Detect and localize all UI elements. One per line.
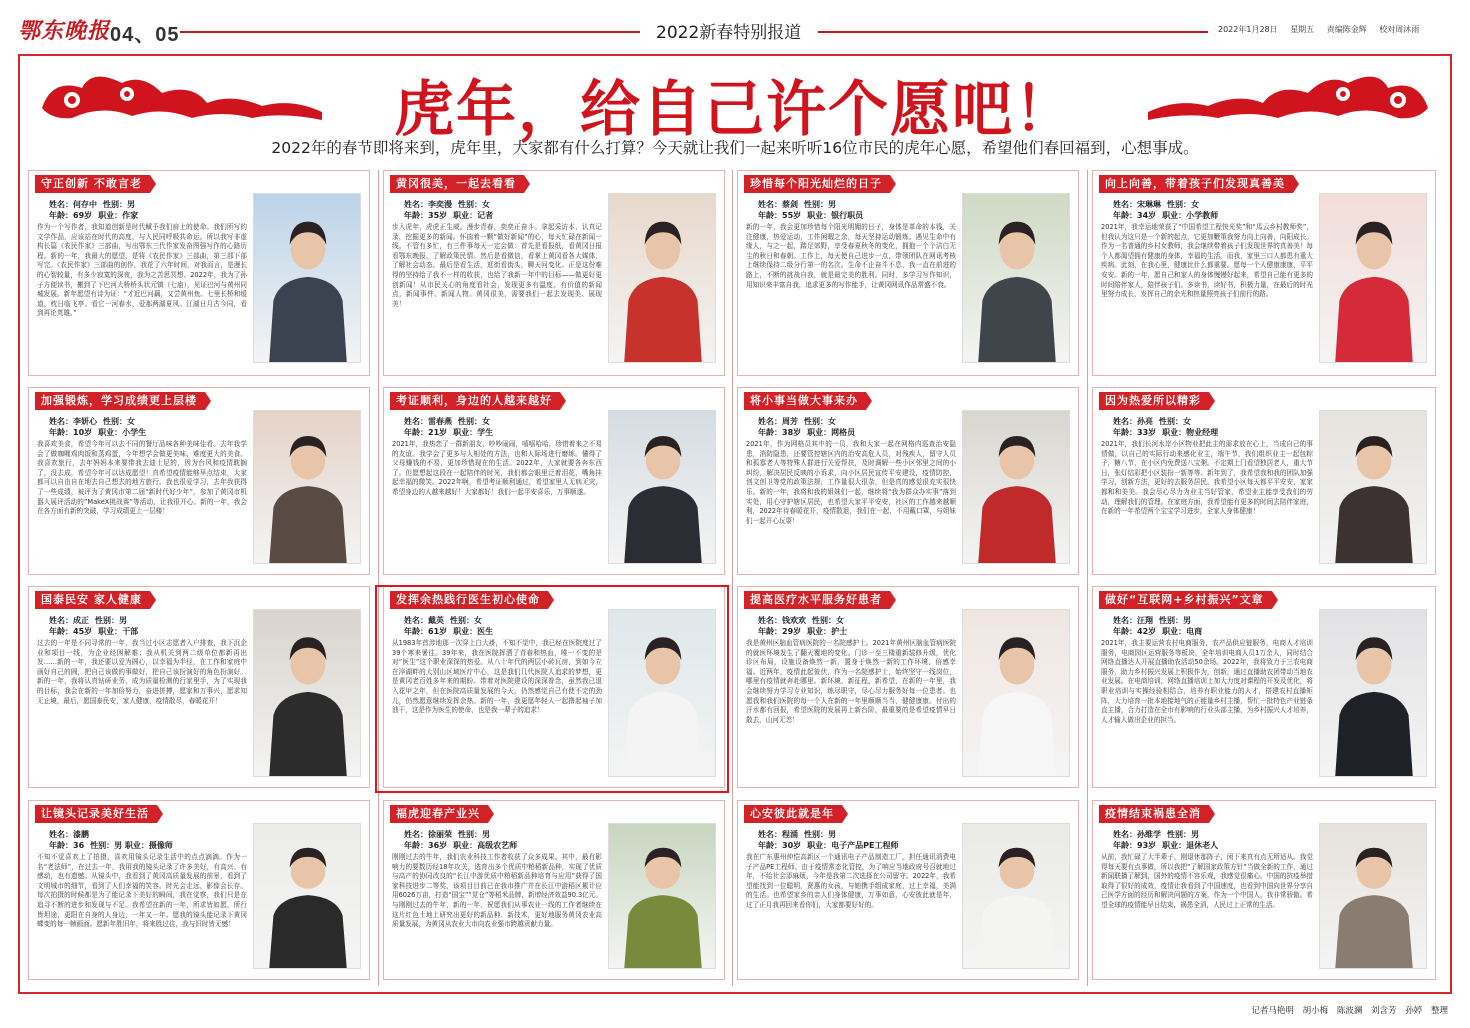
story-body: 2021年，我幸运地荣获了“中国希望工程快光奖”和“馬云乡村教师奖”，但我认为这只是一个新的起点，它更加鞭策我努力向上向善，向阳成长。作为一名普通的乡村女教师，我会继续带着孩子们发现世界的真善美！每个人都渴望拥有健康的身体，幸福的生活。而我，家里三口人都患有重大疾病。此刻，在我心里，健康比什么都重要。愿每一个人健康康康，平平安安。新的一年，愿自己和家人的身体慢慢好起来，希望自己能有更多的时间陪伴家人，陪伴孩子们。多读书，读好书，积极力量，在最后的时光里努力成长，发挥自己的余光和热量照亮孩子们前行的路。 xyxy=(1101,223,1313,299)
profile-line-1 xyxy=(49,199,144,210)
profile-job: 职业：物业经理 xyxy=(1162,428,1219,437)
issue-date: 2022年1月28日 xyxy=(1218,25,1278,34)
story-profile xyxy=(404,199,499,221)
story-profile xyxy=(758,199,869,221)
portrait-photo xyxy=(608,410,716,564)
profile-line-1 xyxy=(758,829,904,840)
profile-job: 职业：作家 xyxy=(98,211,139,220)
profile-gender: 性别：男 xyxy=(804,830,836,839)
story-card-15 xyxy=(737,800,1079,980)
main-headline: 虎年，给自己许个愿吧！ xyxy=(394,75,1076,145)
profile-job: 职业：网格员 xyxy=(807,428,856,437)
profile-name: 姓名：雷春燕 xyxy=(404,417,452,426)
story-title: 考证顺利，身边的人越来越好 xyxy=(390,392,560,410)
profile-line-1 xyxy=(758,416,861,427)
profile-gender: 性别：女 xyxy=(804,417,836,426)
profile-job: 职业：学生 xyxy=(453,428,494,437)
column-divider xyxy=(732,170,733,986)
story-title: 提高医疗水平服务好患者 xyxy=(744,591,890,609)
story-card-11 xyxy=(737,586,1079,788)
profile-name: 姓名：李奕漫 xyxy=(404,200,452,209)
story-card-2 xyxy=(383,170,725,376)
profile-line-1 xyxy=(404,416,499,427)
portrait-photo xyxy=(962,823,1070,969)
story-profile xyxy=(404,416,499,438)
story-body: 过去的一年是不同寻常的一年，我当过小区志愿者入户排查，我下沉企业和项目一线，为企业经困解难；我从机关到两二级单位都新再出发……新的一年，我还要以爱为圆心，以幸福为半径，在工作和家庭中画好自己的圆，把自己该做的事做好，把自己该扮演好的角色扮演好。新的一年，我将认真钻研业务，成为质量检测的行家里手，为了实现我的目标，我会在新的一年加倍努力，奋进拼搏，愿家和万事兴，愿求知无止境，最后，愿国泰民安，家人健康，疫情散尽，春暖花开！ xyxy=(37,639,247,705)
newspaper-logo: 鄂东晚报 xyxy=(18,18,111,44)
story-body: 2021年，作为网格员其中的一员，我和大家一起在网格内巡查治安隐患，消防隐患，还要管控辖区内的治安高危人员，对残疾人，留守人员和孤寡老人等特殊人群进行关爱帮扶，及时调解一些小区邻里之间的小纠纷，解决居民反映的小诉求，向小区居民宣传平安建设，疫情防控，创文创卫等党的政策法规，工作量很大很杂，但是真的感觉很充实很快乐。新的一年，我将和我的姐妹们一起，继续将“我为群众办实事”落到实处，用心守护辖区居民，也希望大家平平安安，社区的工作越来越顺利，2022年待春暖花开，疫情散退，我们在一起，不用戴口罩，与姐妹们一起开心玩耍！ xyxy=(746,440,956,525)
story-card-3 xyxy=(737,170,1079,376)
story-title: 黄冈很美，一起去看看 xyxy=(390,175,524,193)
story-profile xyxy=(758,615,853,637)
story-card-4 xyxy=(1092,170,1436,376)
story-profile xyxy=(1113,199,1224,221)
story-body: 我喜欢美食，希望今年可以去不同的餐厅品味各种美味佳肴。去年我学会了做咖喱鸡肉饭和蒸鸡蛋，今年想学会做更美味、难度更大的美食。我喜欢旅行，去年妈妈本来要带我去迪士尼的，因为台风和疫情耽搁了，没去成，希望今年可以达成愿望！真希望疫情能够早点结束，大家都可以自由自在地去自己想去的地方旅行。我也很爱学习，去年我获得了一些成绩，被评为了黄冈市第二届“新时代好少年”，参加了黄冈市机器人展评活动的“MakeX挑战赛”等活动，让我很开心。新的一年，我会在各方面有新的突破，学习成绩更上一层楼！ xyxy=(37,440,247,516)
profile-line-1 xyxy=(49,615,144,626)
proofreader-credit: 校对周沐雨 xyxy=(1379,25,1420,34)
story-body: 从前，我忙碌了大半辈子，刚退休那阵子，闲下来真有点无所适从。我觉得每天要有点事做，所以我把“了解国家政策方针”当做全新的工作，通过新闻联播了解到，国外的疫情不容乐观，我感觉很痛心。中国的抗疫举措取得了很好的成效，疫情让我看到了中国速度，也看到中国向世界分享自己医学方面的经历和解决问题的方案，作为一个中国人，我非常骄傲。希望全球的疫情能早日结束，祸患全消，人民过上正常的生活。 xyxy=(1101,853,1313,909)
highlight-box xyxy=(375,585,729,793)
profile-gender: 性别：男 xyxy=(804,200,836,209)
story-card-6 xyxy=(383,387,725,575)
issue-weekday: 星期五 xyxy=(1290,25,1315,34)
profile-name: 姓名：蔡剑 xyxy=(758,200,798,209)
profile-gender: 性别：女 xyxy=(812,616,844,625)
profile-line-1 xyxy=(1113,199,1224,210)
masthead-info xyxy=(1218,24,1429,35)
profile-gender: 性别：男 xyxy=(1167,830,1199,839)
profile-age: 年龄：69岁 xyxy=(49,211,93,220)
masthead xyxy=(0,0,1470,46)
profile-line-1 xyxy=(404,829,523,840)
portrait-photo xyxy=(962,609,1070,777)
portrait-photo xyxy=(1319,823,1427,969)
portrait-photo xyxy=(1319,410,1427,564)
story-card-7 xyxy=(737,387,1079,575)
profile-age: 年龄：38岁 xyxy=(758,428,802,437)
profile-name: 姓名：汪翔 xyxy=(1113,616,1153,625)
story-body: 步入虎年，虎虎正生威。漫步青春，奕奕正奋斗。拿起采访本，认真记录，挖掘更多的新闻。怀揣着一颗“做好新闻”的心，每天忙碌在新闻一线。不管有多忙，有三件事每天一定会做：首先是看报纸，看黄冈日报看鄂东晚报，了解政策民情。然后是看微信，看掌上黄冈看各大媒体，了解社会动态。最后是看生活，逛街看街头，聊天问变化。正是这份难得的坚持给了我不一样的收获，也给了我新一年中的目标——做更好更创新闻！从市民关心的角度看社会，发现更多有温度、有价值的新闻点，新闻事件、新闻人物。黄冈很美，需要我们一起去发现美、展现美！ xyxy=(392,223,602,308)
story-card-16 xyxy=(1092,800,1436,980)
credit-4: 孙婷 xyxy=(1405,1006,1423,1016)
story-title: 心安彼此就是年 xyxy=(744,805,842,823)
story-profile xyxy=(49,416,152,438)
profile-line-2 xyxy=(1113,210,1224,221)
profile-gender: 性别：男 xyxy=(1159,616,1191,625)
profile-name: 姓名：程涌 xyxy=(758,830,798,839)
profile-name: 姓名：钱欢欢 xyxy=(758,616,806,625)
profile-name: 姓名：宋琳琳 xyxy=(1113,200,1161,209)
profile-age: 年龄：10岁 xyxy=(49,428,93,437)
profile-name: 姓名：徐丽荣 xyxy=(404,830,452,839)
profile-line-2 xyxy=(758,210,869,221)
story-profile xyxy=(49,615,144,637)
column-divider xyxy=(378,170,379,986)
profile-line-1 xyxy=(1113,615,1208,626)
profile-job: 职业：干部 xyxy=(98,627,139,636)
lede-paragraph: 2022年的春节即将来到，虎年里，大家都有什么打算？今天就让我们一起来听听16位市民的虎年心愿，希望他们春回福到，心想事成。 xyxy=(271,139,1199,157)
portrait-photo xyxy=(253,410,361,564)
story-profile xyxy=(49,829,179,851)
profile-age: 年龄：33岁 xyxy=(1113,428,1157,437)
story-profile xyxy=(1113,416,1224,438)
story-card-14 xyxy=(383,800,725,980)
profile-age: 年龄：30岁 xyxy=(758,841,802,850)
story-title: 福虎迎春产业兴 xyxy=(390,805,488,823)
profile-line-1 xyxy=(758,615,853,626)
story-profile xyxy=(404,829,523,851)
story-body: 刚刚过去的牛年，我们农业科技工作者收获了众多成果。其中，最有影响力的要数历经18年攻关，选育出多个优质中粕稻新品种，实现了优质与高产的协同改良的“长江中游优质中粕稻新品种培育与应用”获得了国家科技进步二等奖，该项目目前已在我市推广并在长江中游稻区累计应用6026万亩，打造“国宝”“苋仓”等稻米品牌，新增经济效益90.3亿元。与刚刚过去的牛年，新的一年，祝愿我们从事农业一线的工作者继续在这片红色土地上研究出更好的新品种、新技术，更好地服务黄冈农业高质量发展，为黄冈从农业大市向农业强市跨越贡献力量。 xyxy=(392,853,602,929)
profile-job: 职业：电商 xyxy=(1162,627,1203,636)
story-body: 2021年，我主要运营农村电商服务，农产品供应链服务，电商人才培训服务，电商园区运营服务等板块，全年培训电商人员1万余人，同时结合网络直播达人开展直播助农活动50余场。2022年，我将致力于三农电商服务，助力乡村振兴发展上积极作为，创新，通过直播助农团带动当地农业发展。在电商培训，网络直播培训上加大力度对课程的开发及优化，将职业培训与实操经验相结合，培养有职业能力的人才，搭建农村直播矩阵，大力培育一批本地接地气的正能量乡村主播，帮忙一批特色产业链条直主播，合力打造在全市有影响的行业头部主播，为乡村振兴人才培养，人才输入做出企业的担当。 xyxy=(1101,639,1313,724)
story-profile xyxy=(758,416,861,438)
story-title: 做好“互联网+乡村振兴”文章 xyxy=(1099,591,1272,609)
profile-line-2 xyxy=(404,840,523,851)
story-body: 不知不觉喜欢上了拍摄，喜欢用镜头记录生活中的点点滴滴。作为一名“老法师”，在过去一年，我用我的镜头记录了许多美好，有高兴、有感动，也有遗憾。从镜头中，我看到了黄冈高质量发展的前景，看到了文明城市的细节，看到了人们幸福的笑容。时光会走远，影像会长存。每次拍摄的时候都是为了能记录下美好的瞬间，我在觉察，我们只是在追寻不断的进步和发现与不足。我希望在新的一年，所求皆如愿，所行皆坦途，更阳在自身的人身边，一年又一年。愿我的镜头能记录下黄冈蝶变的每一帧画面。愿新年胜旧年，将来胜过往，我与旧时皆无憾！ xyxy=(37,853,247,929)
profile-gender: 性别：男 xyxy=(103,200,135,209)
profile-line-2 xyxy=(49,840,179,851)
section-title: 2022新春特别报道 xyxy=(648,18,809,43)
profile-gender: 性别：女 xyxy=(458,200,490,209)
profile-gender: 性别：女 xyxy=(103,417,135,426)
story-body: 2021年，我热恋了一群新朋友，吵吵闹闹，嘻嘻哈哈，珍惜着来之不易的友谊。我学会了更多与人相处的方法，也和人际场进行磨练。懂得了父母赚钱的不易，更加珍惜现在的生活。2022年，大家就要各奔东西了。但愿想起这段在一起陪伴的时光，我们都会眼里泛着泪花，嘴角挂起幸福的微笑。2022年啊，希望考证顺利通过，希望家里人无病无灾，希望身边的人越来越好！大家都好！我们一起平安喜乐，万事顺遂。 xyxy=(392,440,602,496)
profile-line-2 xyxy=(1113,840,1224,851)
profile-job: 职业：护士 xyxy=(807,627,848,636)
profile-line-2 xyxy=(758,626,853,637)
profile-name: 姓名：孙维学 xyxy=(1113,830,1161,839)
profile-gender: 性别：女 xyxy=(458,417,490,426)
story-body: 我是黄州区脑血管病医院的一名院感护士。2021年黄州区脑血管病医院的就医环境发生了翻天覆地的变化。门诊一至三楼重新装修升级，优化诊区布局，设施设备焕然一新，置身于焕然一新的工作环境，倍感幸福。近两年，疫情此起彼伏，作为一名院感护士，始终坚守一线岗位，哪里有疫情就奔赴哪里。新环境，新征程，新希望，在新的一年里，我会继续努力学习专业知识，练尽职守，尽心尽力服务好每一位患者。也愿我和我们医院的每一个人在新的一年里顺顺当当，健健康康。付出的汗水都有回报，希望医院的发展再上新台阶，最重要的是希望疫情早日散去，山河无恙！ xyxy=(746,639,956,724)
profile-line-1 xyxy=(49,829,179,840)
story-body: 从1983年首涉地那一次穿上白大褂，不知不觉中，我已经在医院度过了39个寒来暑往。39年来，我在医院挥洒了青春和热血，唯一不变的是对“医生”这个职业深深的热爱。从八十年代的两层小砖瓦房，到如今立在淬湖畔的大别山区域医疗中心，这是我们几代医院人追求的梦想，更是黄冈老百姓多年来的期盼。带着对医院建设的深深眷念，虽然我已退入花甲之年，但在医院高质量发展的今天，仍然感觉自己有使不完的劲儿，仍然愿意继续发挥余热。新的一年，我更愿年轻人一起撸起袖子加油干，这是作为医生的使命，也是我一辈子的追求！ xyxy=(392,639,602,715)
story-profile xyxy=(758,829,904,851)
headline-banner xyxy=(20,56,1450,164)
story-body: 新的一年，我会更加珍惜每个阳光明媚的日子，身体是革命的本钱，关注健康，热爱运动，工作闲暇之余，每天坚持运动锻炼。遇见生命中有缘人，与之一起，踏足郊野，享受春夏秋冬的变化，拥抱一个个洁白无尘的秋日和春朝。工作上，每天使自己进步一点，带领团队在网讯考核上继续保持二级分行第一的名次。生命不止奋斗不息，我一直在前进的路上，不断的挑战自我，就是最完美的胜利。同时，多学习写作知识，用知识来丰富自我，追求更多的写作能手，让黄冈网讯作品常盛不衰。 xyxy=(746,223,956,289)
profile-line-2 xyxy=(404,210,499,221)
portrait-photo xyxy=(253,609,361,777)
profile-line-2 xyxy=(758,840,904,851)
profile-line-1 xyxy=(1113,829,1224,840)
story-profile xyxy=(49,199,144,221)
portrait-photo xyxy=(962,193,1070,363)
story-card-9 xyxy=(28,586,370,788)
profile-name: 姓名：成正 xyxy=(49,616,89,625)
credit-5: 整理 xyxy=(1430,1006,1448,1016)
story-body: 我在广东惠州仲恺高新区一个通讯电子产品制造工厂，担任通讯消费电子产品PE工程师。由于疫情常态化管控，为了响应当地政府号召就地过年，不给社会添麻烦，今年是我第二次选择在公司留守。2022年，我希望能找到一位聪明，贤惠的女孩，与她携手组成家庭，过上幸福，美满的生活。也希望家乡的亲人们身体健康，万事如意，心安彼此就是年，过了正月我再回来看你们，大家都要好好的。 xyxy=(746,853,956,909)
story-title: 发挥余热践行医生初心使命 xyxy=(390,591,548,609)
profile-name: 姓名：孙亮 xyxy=(1113,417,1153,426)
profile-line-2 xyxy=(49,427,152,438)
portrait-photo xyxy=(253,823,361,969)
profile-age: 年龄：36 xyxy=(49,841,85,850)
story-card-8 xyxy=(1092,387,1436,575)
profile-name: 姓名：何存中 xyxy=(49,200,97,209)
profile-age: 年龄：93岁 xyxy=(1113,841,1157,850)
profile-age: 年龄：61岁 xyxy=(404,627,448,636)
profile-job: 职业：小学教师 xyxy=(1162,211,1219,220)
story-card-13 xyxy=(28,800,370,980)
portrait-photo xyxy=(1319,609,1427,777)
story-title: 疫情结束祸患全消 xyxy=(1099,805,1209,823)
story-card-5 xyxy=(28,387,370,575)
story-profile xyxy=(1113,615,1208,637)
profile-job: 职业：退休老人 xyxy=(1162,841,1219,850)
masthead-rule-left xyxy=(180,31,640,33)
profile-age: 年龄：55岁 xyxy=(758,211,802,220)
profile-gender: 性别：女 xyxy=(1167,200,1199,209)
profile-line-1 xyxy=(49,416,152,427)
portrait-photo xyxy=(608,193,716,363)
portrait-photo xyxy=(608,823,716,969)
profile-job: 职业：高级农艺师 xyxy=(453,841,518,850)
story-title: 将小事当做大事来办 xyxy=(744,392,866,410)
profile-job: 性别：男 职业：摄像师 xyxy=(90,841,173,850)
story-title: 守正创新 不敢言老 xyxy=(35,175,150,193)
profile-line-1 xyxy=(404,199,499,210)
story-title: 加强锻炼，学习成绩更上层楼 xyxy=(35,392,205,410)
credit-3: 刘含芳 xyxy=(1371,1006,1397,1016)
profile-gender: 性别：男 xyxy=(95,616,127,625)
profile-line-1 xyxy=(1113,416,1224,427)
profile-age: 年龄：29岁 xyxy=(758,627,802,636)
story-title: 珍惜每个阳光灿烂的日子 xyxy=(744,175,890,193)
editor-credit: 责编陈金辉 xyxy=(1326,25,1367,34)
profile-job: 职业：银行职员 xyxy=(807,211,864,220)
profile-line-2 xyxy=(49,626,144,637)
profile-job: 职业：小学生 xyxy=(98,428,147,437)
portrait-photo xyxy=(253,193,361,363)
profile-age: 年龄：34岁 xyxy=(1113,211,1157,220)
profile-name: 姓名：戴英 xyxy=(404,616,444,625)
profile-age: 年龄：45岁 xyxy=(49,627,93,636)
profile-job: 职业：电子产品PE工程师 xyxy=(807,841,899,850)
story-body: 2021年，我们长河水岸小区物业把此主的需求放在心上，当成自己的事情做，以自己的实际行动来感化业主，端午节，我们组织业主一起包粽子，糖八节，在小区内免费送八宝粥。不定期上门看望独居老人，重大节日，张灯结彩把小区装扮一新等等。新年到了，我希望我和我的团队加强学习，创新方法，更好的去服务居民。我希望小区每天都平平安安，家家都和和美美。我会尽心尽力为业主当好管家，希望业主能享受我们的劳动，理解我们的管理。在家庭方面，我希望能有更多的时间去陪伴家庭，在新的一年希望两个宝宝学习进步，全家人身体健康！ xyxy=(1101,440,1313,516)
profile-line-2 xyxy=(1113,427,1224,438)
story-card-12 xyxy=(1092,586,1436,788)
story-title: 向上向善，带着孩子们发现真善美 xyxy=(1099,175,1293,193)
profile-gender: 性别：女 xyxy=(450,616,482,625)
profile-gender: 性别：女 xyxy=(1159,417,1191,426)
page-number: 04、05 xyxy=(110,24,180,46)
story-card-1 xyxy=(28,170,370,376)
credit-1: 胡小梅 xyxy=(1302,1006,1329,1016)
profile-name: 姓名：李妍心 xyxy=(49,417,97,426)
profile-name: 姓名：漆鹏 xyxy=(49,830,89,839)
portrait-photo xyxy=(1319,193,1427,363)
credit-2: 陈波澜 xyxy=(1336,1006,1363,1016)
profile-line-2 xyxy=(49,210,144,221)
story-title: 因为热爱所以精彩 xyxy=(1099,392,1209,410)
profile-line-2 xyxy=(1113,626,1208,637)
profile-age: 年龄：42岁 xyxy=(1113,627,1157,636)
profile-job: 职业：医生 xyxy=(453,627,494,636)
story-body: 作为一个写作者，我知道创新是时代赋予我们肩上的使命。我们所写的文学作品，应该站在时代的高度，与人民同呼吸共命运。所以我写非虚构长篇《农民作家》三部曲，写出鄂东三代作家发奋图强写作的心路历程。新的一年，我最大的愿望，是将《农民作家》三部曲，第三部下部写完。《农民作家》三部曲的创作，我花了六年时间，对我而言，是漫长的心智较量，有多少寂寞的深夜，我为之苦思冥想。2022年，我为了孙子方便读书，搬到了下巴河大桥桥头状元镇（七庙），见证巴河与黄州同城发展。新年愿望有诗为证：“才近巴河藕，又尝黄州鱼。七里长桥和缓道，枕日临飞亭。看它一河春水，爱那两湖夏风。江湖日月古今同，看到再论英雄。” xyxy=(37,223,247,318)
story-profile xyxy=(1113,829,1224,851)
story-title: 国泰民安 家人健康 xyxy=(35,591,150,609)
portrait-photo xyxy=(962,410,1070,564)
profile-age: 年龄：21岁 xyxy=(404,428,448,437)
credit-0: 记者马艳明 xyxy=(1251,1006,1294,1016)
profile-job: 职业：记者 xyxy=(453,211,494,220)
profile-line-2 xyxy=(404,427,499,438)
profile-gender: 性别：男 xyxy=(458,830,490,839)
story-title: 让镜头记录美好生活 xyxy=(35,805,157,823)
profile-age: 年龄：36岁 xyxy=(404,841,448,850)
reporter-credits xyxy=(1245,1004,1448,1016)
profile-line-2 xyxy=(758,427,861,438)
profile-line-1 xyxy=(758,199,869,210)
profile-age: 年龄：35岁 xyxy=(404,211,448,220)
profile-name: 姓名：周芳 xyxy=(758,417,798,426)
column-divider xyxy=(1087,170,1088,986)
masthead-rule-right xyxy=(818,31,1208,33)
